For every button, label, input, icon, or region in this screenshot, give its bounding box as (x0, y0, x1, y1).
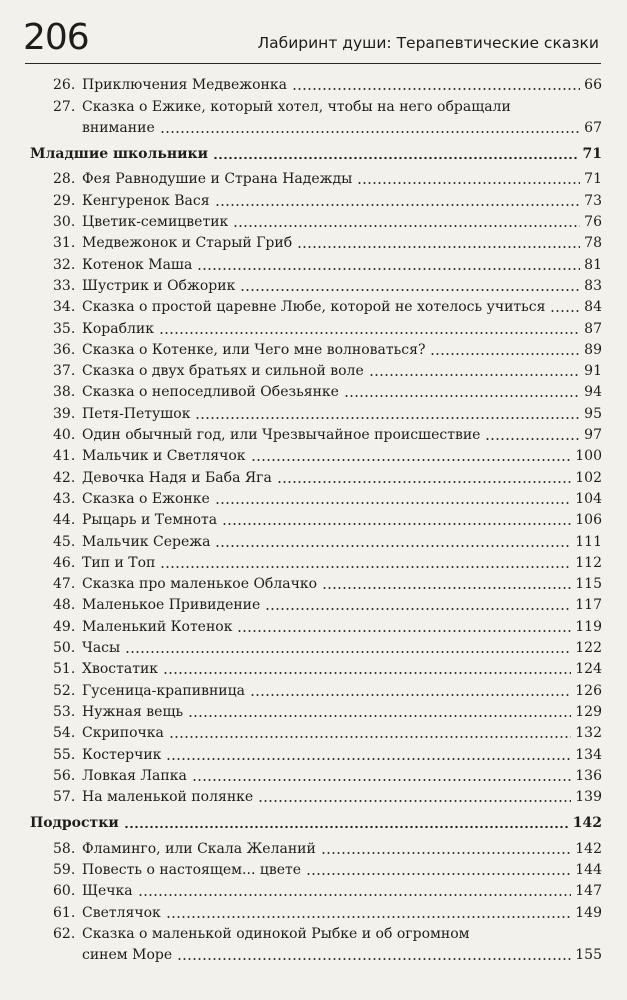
toc-entry (30, 765, 602, 786)
toc-entry-title: Маленький Котенок (82, 618, 233, 635)
toc-page-number: 106 (575, 512, 602, 529)
toc-entry-title: Щечка (82, 883, 133, 900)
toc-page-number: 87 (584, 320, 602, 337)
toc-entry (30, 232, 602, 253)
toc-page-number: 139 (575, 789, 602, 806)
toc-page-number: 76 (584, 214, 602, 231)
toc-entry-title: Медвежонок и Старый Гриб (82, 235, 293, 252)
dot-leader (159, 331, 580, 335)
dot-leader (215, 544, 571, 548)
toc-page-number: 132 (575, 725, 602, 742)
dot-leader (292, 87, 580, 91)
toc-page-number: 155 (575, 947, 602, 964)
toc-entry (30, 615, 602, 636)
dot-leader (125, 650, 571, 654)
toc-entry (30, 880, 602, 901)
toc-entry-title: Один обычный год, или Чрезвычайное происшествие (82, 427, 481, 444)
toc-entry-title: Шустрик и Обжорик (82, 277, 236, 294)
toc-entry-title: Петя-Петушок (82, 405, 191, 422)
toc-page-number: 102 (575, 469, 602, 486)
toc-entry-title: Светлячок (82, 904, 161, 921)
toc-section-heading (30, 143, 602, 164)
dot-leader (177, 957, 571, 961)
toc-page-number: 129 (575, 703, 602, 720)
toc-entry-number: 47. (53, 576, 76, 593)
toc-entry (30, 901, 602, 922)
dot-leader (195, 416, 580, 420)
toc-entry (30, 253, 602, 274)
toc-page-number: 134 (575, 746, 602, 763)
toc-entry (30, 424, 602, 445)
toc-entry-title: Гусеница-крапивница (82, 682, 245, 699)
toc-entry-title: Котенок Маша (82, 256, 193, 273)
toc-entry-number: 58. (53, 840, 76, 857)
toc-entry-number: 30. (53, 214, 76, 231)
toc-entry-number: 42. (53, 469, 76, 486)
toc-entry (30, 944, 602, 965)
toc-entry-title: Тип и Топ (82, 554, 156, 571)
toc-entry (30, 296, 602, 317)
toc-entry-title: Ловкая Лапка (82, 767, 187, 784)
dot-leader (233, 224, 580, 228)
toc-entry-title: Скрипочка (82, 725, 164, 742)
dot-leader (369, 373, 580, 377)
toc-entry-number: 35. (53, 320, 76, 337)
toc-entry-title: Цветик-семицветик (82, 214, 229, 231)
toc-entry (30, 573, 602, 594)
toc-entry-title: Кенгуренок Вася (82, 192, 210, 209)
toc-entry-title: синем Море (82, 947, 173, 964)
toc-page-number: 112 (575, 554, 602, 571)
toc-page-number: 119 (575, 618, 602, 635)
toc-entry-title: Сказка о Котенке, или Чего мне волноваться? (82, 341, 426, 358)
toc-entry-title: На маленькой полянке (82, 789, 254, 806)
toc-entry-number: 55. (53, 746, 76, 763)
dot-leader (322, 586, 571, 590)
toc-entry-number: 44. (53, 512, 76, 529)
toc-entry-title: Сказка о двух братьях и сильной воле (82, 363, 364, 380)
dot-leader (160, 565, 571, 569)
toc-entry (30, 317, 602, 338)
toc-entry (30, 530, 602, 551)
toc-page-number: 89 (584, 341, 602, 358)
toc-page-number: 84 (584, 299, 602, 316)
toc-entry (30, 859, 602, 880)
toc-entry (30, 445, 602, 466)
dot-leader (215, 501, 572, 505)
toc-entry (30, 381, 602, 402)
toc-entry-number: 49. (53, 618, 76, 635)
toc-entry-title: Приключения Медвежонка (82, 77, 287, 94)
toc-entry (30, 786, 602, 807)
toc-entry-number: 41. (53, 448, 76, 465)
toc-entry-title: Младшие школьники (30, 146, 208, 163)
toc-entry (30, 743, 602, 764)
toc-entry (30, 701, 602, 722)
toc-entry-number: 56. (53, 767, 76, 784)
table-of-contents (30, 74, 602, 965)
dot-leader (550, 309, 580, 313)
dot-leader (240, 288, 580, 292)
page-number: 206 (23, 17, 89, 58)
dot-leader (321, 851, 571, 855)
toc-page-number: 66 (584, 77, 602, 94)
page-header (0, 0, 627, 70)
toc-page-number: 97 (584, 427, 602, 444)
toc-entry-title: Сказка о простой царевне Любе, которой не хотелось учиться (82, 299, 546, 316)
dot-leader (169, 735, 571, 739)
toc-entry-number: 43. (53, 490, 76, 507)
toc-entry-number: 59. (53, 861, 76, 878)
toc-entry-number: 37. (53, 363, 76, 380)
dot-leader (237, 629, 571, 633)
toc-page-number: 122 (575, 640, 602, 657)
toc-page-number: 142 (575, 840, 602, 857)
toc-entry-number: 62. (53, 925, 76, 942)
dot-leader (160, 130, 580, 134)
toc-entry-title: Нужная вещь (82, 703, 184, 720)
toc-entry (30, 658, 602, 679)
toc-entry (30, 488, 602, 509)
toc-entry-title: Хвостатик (82, 661, 159, 678)
dot-leader (213, 156, 579, 160)
toc-entry (30, 923, 602, 944)
toc-page-number: 71 (582, 146, 602, 163)
toc-entry-title: Кораблик (82, 320, 154, 337)
toc-entry-number: 51. (53, 661, 76, 678)
toc-entry-number: 48. (53, 597, 76, 614)
toc-page-number: 147 (575, 883, 602, 900)
toc-entry-number: 40. (53, 427, 76, 444)
dot-leader (166, 757, 571, 761)
toc-page-number: 144 (575, 861, 602, 878)
toc-page-number: 78 (584, 235, 602, 252)
dot-leader (222, 522, 571, 526)
toc-entry (30, 189, 602, 210)
dot-leader (357, 181, 580, 185)
toc-entry-title: Мальчик Сережа (82, 533, 211, 550)
toc-entry-title: Фламинго, или Скала Желаний (82, 840, 316, 857)
toc-entry-title: Костерчик (82, 746, 162, 763)
dot-leader (250, 693, 571, 697)
toc-page-number: 73 (584, 192, 602, 209)
toc-entry-number: 57. (53, 789, 76, 806)
toc-entry-number: 34. (53, 299, 76, 316)
toc-page-number: 83 (584, 277, 602, 294)
dot-leader (430, 352, 580, 356)
toc-page-number: 149 (575, 904, 602, 921)
toc-page-number: 81 (584, 256, 602, 273)
dot-leader (251, 458, 572, 462)
toc-page-number: 95 (584, 405, 602, 422)
toc-entry-title: Сказка о Ежонке (82, 490, 210, 507)
dot-leader (485, 437, 580, 441)
toc-entry (30, 74, 602, 95)
toc-page-number: 115 (575, 576, 602, 593)
toc-entry (30, 679, 602, 700)
toc-page-number: 136 (575, 767, 602, 784)
dot-leader (297, 245, 580, 249)
toc-entry-number: 38. (53, 384, 76, 401)
toc-entry-number: 26. (53, 77, 76, 94)
toc-entry-title: Фея Равнодушие и Страна Надежды (82, 171, 353, 188)
dot-leader (192, 778, 571, 782)
header-rule (25, 63, 601, 64)
toc-entry (30, 722, 602, 743)
toc-page-number: 124 (575, 661, 602, 678)
toc-entry-number: 28. (53, 171, 76, 188)
toc-entry-number: 31. (53, 235, 76, 252)
toc-entry (30, 402, 602, 423)
toc-page-number: 67 (584, 119, 602, 136)
dot-leader (124, 825, 569, 829)
toc-entry-number: 53. (53, 703, 76, 720)
toc-entry-title: Часы (82, 640, 121, 657)
toc-entry-number: 52. (53, 682, 76, 699)
toc-entry-number: 33. (53, 277, 76, 294)
toc-page-number: 100 (575, 448, 602, 465)
toc-entry (30, 275, 602, 296)
toc-entry (30, 509, 602, 530)
toc-entry-title: Девочка Надя и Баба Яга (82, 469, 272, 486)
dot-leader (306, 872, 571, 876)
dot-leader (344, 394, 580, 398)
toc-entry (30, 466, 602, 487)
toc-entry-number: 60. (53, 883, 76, 900)
toc-entry-number: 29. (53, 192, 76, 209)
toc-entry-title: Рыцарь и Темнота (82, 512, 218, 529)
toc-entry-number: 36. (53, 341, 76, 358)
toc-entry-number: 45. (53, 533, 76, 550)
dot-leader (138, 893, 572, 897)
toc-entry-title: Сказка о маленькой одинокой Рыбке и об огромном (82, 925, 470, 942)
toc-entry-number: 39. (53, 405, 76, 422)
toc-entry-title: Маленькое Привидение (82, 597, 261, 614)
toc-entry (30, 211, 602, 232)
toc-entry-number: 50. (53, 640, 76, 657)
toc-page-number: 104 (575, 490, 602, 507)
toc-page-number: 111 (575, 533, 602, 550)
dot-leader (163, 671, 571, 675)
dot-leader (166, 915, 571, 919)
toc-entry-number: 27. (53, 98, 76, 115)
toc-entry (30, 552, 602, 573)
toc-entry-title: Сказка о Ежике, который хотел, чтобы на него обращали (82, 98, 511, 115)
toc-entry (30, 360, 602, 381)
toc-entry-title: Повесть о настоящем... цвете (82, 861, 302, 878)
dot-leader (215, 203, 580, 207)
toc-page-number: 91 (584, 363, 602, 380)
toc-entry-title: внимание (82, 119, 155, 136)
dot-leader (277, 480, 571, 484)
toc-entry (30, 637, 602, 658)
toc-page-number: 117 (575, 597, 602, 614)
toc-entry-number: 61. (53, 904, 76, 921)
toc-entry (30, 117, 602, 138)
toc-section-heading (30, 812, 602, 833)
toc-page-number: 142 (572, 815, 602, 832)
toc-entry-title: Мальчик и Светлячок (82, 448, 246, 465)
toc-entry-number: 54. (53, 725, 76, 742)
toc-entry (30, 837, 602, 858)
dot-leader (188, 714, 571, 718)
toc-page-number: 126 (575, 682, 602, 699)
toc-page-number: 71 (584, 171, 602, 188)
running-title: Лабиринт души: Терапевтические сказки (257, 34, 599, 52)
toc-entry (30, 594, 602, 615)
dot-leader (258, 799, 571, 803)
toc-entry (30, 168, 602, 189)
toc-page-number: 94 (584, 384, 602, 401)
dot-leader (197, 267, 580, 271)
toc-entry-title: Сказка о непоседливой Обезьянке (82, 384, 339, 401)
toc-entry-number: 32. (53, 256, 76, 273)
toc-entry (30, 95, 602, 116)
dot-leader (265, 607, 571, 611)
toc-entry (30, 339, 602, 360)
toc-entry-number: 46. (53, 554, 76, 571)
toc-entry-title: Подростки (30, 815, 119, 832)
toc-entry-title: Сказка про маленькое Облачко (82, 576, 318, 593)
